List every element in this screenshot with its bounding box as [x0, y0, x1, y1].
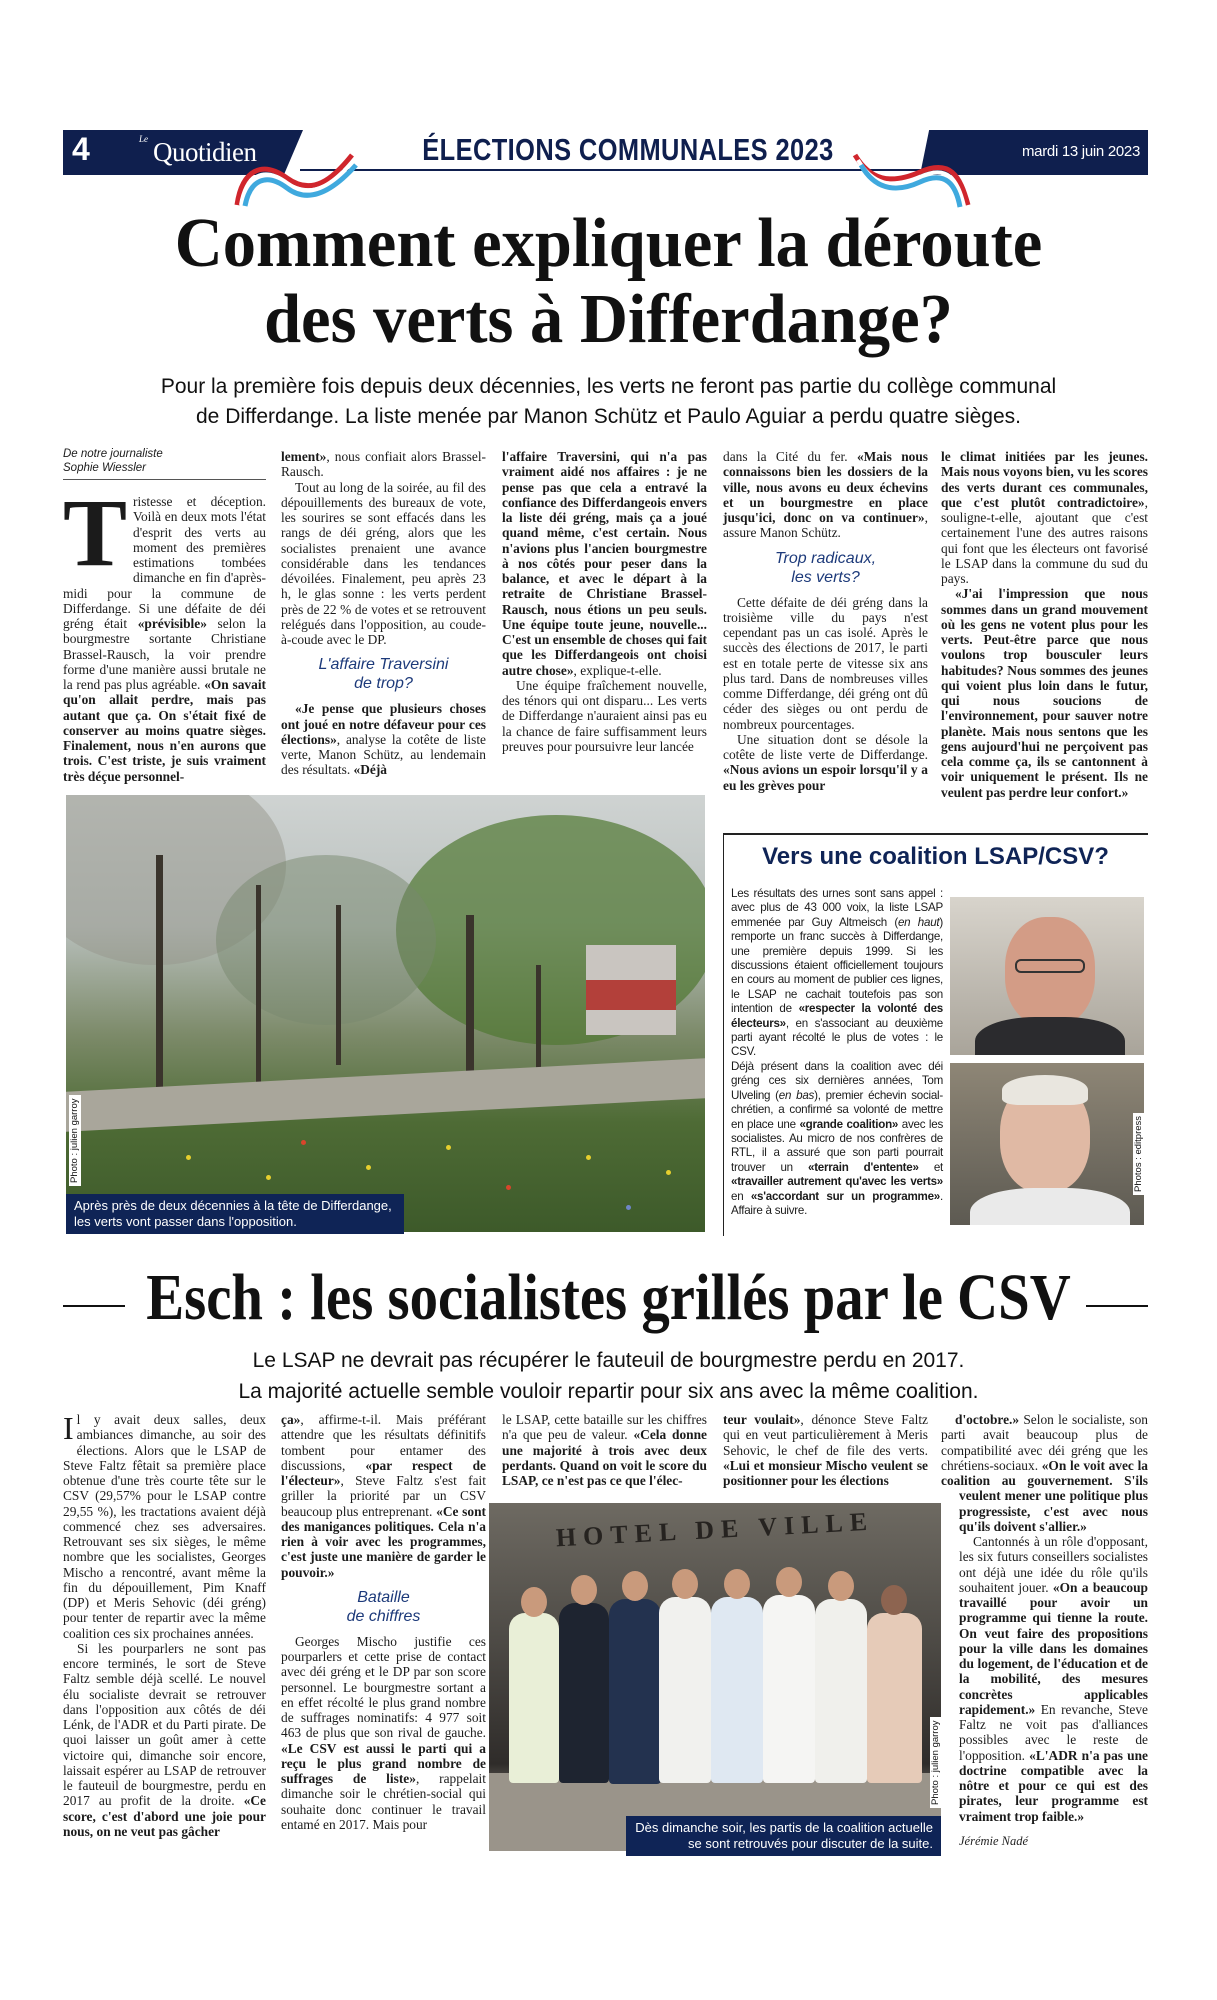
bold-quote: «Cela donne une majorité à trois avec deux perdants. Quand on voit le score du LSAP, ce n'est pas ce que l'élec- — [502, 1427, 707, 1488]
text-run: Les résultats des urnes sont sans appel : avec plus de 43 000 voix, la liste LSAP emmenée par Guy Altmeisch ( — [731, 887, 943, 929]
bold-quote: «L'ADR n'a pas une doctrine compatible avec la nôtre et pour ce qui est des pirates, leur programme est vraiment trop faible.» — [959, 1747, 1148, 1824]
bold-quote: d'octobre.» — [955, 1412, 1020, 1427]
article-column — [281, 449, 486, 778]
sidebar-text — [731, 887, 943, 1218]
photo-credit: Photo : julien garroy — [930, 1718, 942, 1809]
flag-ribbon-left-icon — [232, 150, 362, 210]
subheading-line: Trop radicaux, — [774, 549, 877, 567]
text-run: En revanche, Steve Faltz ne voit pas d'alliances possibles avec le reste de l'opposition. — [959, 1701, 1148, 1763]
paragraph — [941, 586, 1148, 800]
bold-quote: «On a beaucoup travaillé pour avoir un programme qui tienne la route. On veut faire des propositions pour la ville dans les domaines du logement, de l'éducation et de la mobilité, des mesures concrètes applicables rapidement.» — [959, 1579, 1148, 1717]
photo-caption — [626, 1816, 941, 1856]
deck-line: Le LSAP ne devrait pas récupérer le fauteuil de bourgmestre perdu en 2017. — [252, 1349, 965, 1372]
text-run: . Affaire à suivre. — [731, 1189, 943, 1217]
section-title: ÉLECTIONS COMMUNALES 2023 — [422, 132, 834, 167]
bold-quote: l'affaire Traversini, qui n'a pas vraiment aidé nos affaires : je ne pense pas que cela a entravé la confiance des Differdangeois envers la liste déi gréng, mais ça a joué quand même, c'est certain. Nous n'avions plus l'ancien bourgmestre à nos côtés pour peser dans la balance, et avec le départ à la retraite de Christiane Brassel-Rausch, nous étions un peu seuls. Une équipe toute jeune, nouvelle... C'est un ensemble de choses qui fait que les Differdangeois ont choisi autre chose» — [502, 449, 707, 678]
bold-quote: «Ce sont des manigances politiques. Cela n'a rien à voir avec les programmes, c'est juste une manière de garder le pouvoir.» — [281, 1503, 486, 1580]
headline-line: Comment expliquer la déroute — [174, 205, 1043, 282]
text-run: Une situation dont se désole la cotête de liste verte de Differdange. — [723, 731, 928, 762]
bold-quote: lement» — [281, 449, 327, 464]
paragraph — [502, 678, 707, 754]
bold-quote: «On savait qu'on allait perdre, mais pas autant que ça. On s'était fixé de conserver au moins quatre sièges. Finalement, nous n'en aurons que trois. C'est triste, je suis vraiment très déçue personnel- — [63, 677, 266, 784]
article-column — [723, 449, 928, 793]
bold-quote: «Le CSV est aussi le parti qui a reçu le plus grand nombre de suffrages de liste» — [281, 1740, 486, 1786]
text-run: dans la Cité du fer. — [723, 449, 857, 464]
deck-line: de Differdange. La liste menée par Manon Schütz et Paulo Aguiar a perdu quatre sièges. — [196, 405, 1021, 428]
paragraph — [941, 1412, 1148, 1534]
bold-quote: «J'ai l'impression que nous sommes dans un grand mouvement où les gens ne votent plus pour les verts. Peut-être parce que nous voulons trop bousculer leurs habitudes? Nous sommes des jeunes qui voient plus loin dans le futur, qui nous soucions de l'environnement, pour sauver notre planète. Mais nous sentons que les gens aujourd'hui ne perçoivent pas cela comme ça, ils se cantonnent à voir uniquement le présent. Ils ne veulent pas perdre leur confort.» — [941, 586, 1148, 800]
paragraph — [63, 1641, 266, 1839]
paragraph — [281, 449, 486, 480]
sidebar-paragraph — [731, 1060, 943, 1218]
subheading-line: de trop? — [354, 675, 413, 693]
article-column — [502, 1412, 707, 1488]
photo-caption — [66, 1194, 404, 1234]
bold-quote: «Ce score, c'est d'abord une joie pour nous, on ne veut pas gâcher — [63, 1793, 266, 1839]
subheading — [281, 1588, 486, 1626]
text-run: , dénonce Steve Faltz qui en veut particulièrement à Meris Sehovic, le chef de file des verts. — [723, 1412, 928, 1458]
issue-date: mardi 13 juin 2023 — [1021, 143, 1140, 160]
text-run: , nous confiait alors Brassel-Rausch. — [281, 449, 486, 480]
caption-line: se sont retrouvés pour discuter de la suite. — [688, 1836, 933, 1851]
paragraph — [281, 701, 486, 777]
text-run: , analyse la cotête de liste verte, Manon Schütz, au lendemain des résultats. — [281, 731, 486, 778]
article-deck — [0, 1345, 1217, 1407]
text-run: , souligne-t-elle, ajoutant que c'est certainement l'une des autres raisons qui font que les électeurs ont favorisé le LSAP dans la commune du sud du pays. — [941, 494, 1148, 586]
article-headline: Esch : les socialistes grillés par le CSV — [146, 1261, 1071, 1334]
bold-quote: ça» — [281, 1412, 301, 1427]
bold-quote: «Nous avions un espoir lorsqu'il y a eu les grèves pour — [723, 762, 928, 793]
article-column — [723, 1412, 928, 1488]
author-signature: Jérémie Nadé — [959, 1833, 1029, 1848]
caption-line: Dès dimanche soir, les partis de la coalition actuelle — [635, 1820, 933, 1835]
header-rule — [300, 169, 925, 171]
bold-quote: «Lui et monsieur Mischo veulent se positionner pour les élections — [723, 1457, 928, 1488]
drop-cap: T — [63, 479, 128, 586]
text-run: , assure Manon Schütz. — [723, 510, 928, 541]
paragraph — [941, 1534, 1148, 1824]
article-headline — [30, 206, 1186, 358]
building — [586, 945, 676, 1035]
subheading — [723, 549, 928, 587]
drop-cap: I — [63, 1410, 74, 1446]
italic-text: en bas — [778, 1088, 815, 1102]
subheading-line: de chiffres — [346, 1607, 421, 1625]
text-run: , Steve Faltz s'est fait griller la priorité par un CSV beaucoup plus entreprenant. — [281, 1473, 486, 1519]
text-run: en — [731, 1189, 751, 1203]
photo-credit: Photos : editpress — [1133, 1113, 1145, 1195]
article-column — [941, 449, 1148, 800]
paragraph — [723, 732, 928, 793]
text-run: ) remporte un franc succès à Differdange, une première depuis 1999. Si les discussions étaient officiellement toujours en cours au moment de publier ces lignes, le LSAP ne cachait toutefois pas son intention de — [731, 915, 943, 1016]
paragraph — [723, 449, 928, 541]
paragraph — [941, 449, 1148, 586]
newspaper-logo: Quotidien — [153, 137, 257, 167]
tree-canopy — [216, 855, 436, 1025]
bold-quote: le climat initiées par les jeunes. Mais nous voyons bien, vu les scores des verts durant ces communales, que c'est plutôt contradictoire» — [941, 449, 1148, 510]
headline-line: des verts à Differdange? — [264, 281, 953, 358]
paragraph — [723, 1412, 928, 1488]
text-run: ), premier échevin social-chrétien, a confirmé sa volonté de mettre en place une — [731, 1088, 943, 1131]
portrait-tom-ulveling — [950, 1063, 1144, 1225]
paragraph — [723, 595, 928, 732]
paragraph — [63, 479, 267, 784]
town-hall-photo — [489, 1503, 941, 1851]
text-run: Selon le socialiste, son parti avait beaucoup plus de compatibilité avec déi gréng que les chrétiens-sociaux. — [941, 1412, 1148, 1473]
byline — [63, 447, 266, 480]
subheading-line: L'affaire Traversini — [318, 656, 449, 674]
deck-line: Pour la première fois depuis deux décennies, les verts ne feront pas partie du collège communal — [160, 375, 1057, 398]
text-run: et — [918, 1160, 943, 1174]
text-run: Tout au long de la soirée, au fil des dépouillements des bureaux de vote, les sourires se sont effacés dans les rangs de déi gréng, alors que les socialistes prenaient une avance considérable dans les tendances dévoilées. Finalement, peu après 23 h, le glas sonne : les verts perdent près de 22 % de votes et se retrouvent relégués dans l'opposition, au coude-à-coude avec le DP. — [281, 479, 486, 647]
portrait-guy-altmeisch — [950, 897, 1144, 1055]
paragraph — [63, 1412, 266, 1641]
subheading-line: les verts? — [791, 568, 860, 586]
logo-le: Le — [139, 134, 148, 144]
text-run: , affirme-t-il. Mais préférant attendre que les résultats définitifs tombent pour entamer des discussions, — [281, 1412, 486, 1473]
text-run: Cette défaite de déi gréng dans la troisième ville du pays n'est cependant pas un cas isolé. Après le succès des élections de 2017, le parti est en totale perte de vitesse six ans plus tard. Dans de nombreuses villes comme Differdange, déi gréng ont dû céder des sièges ou ont perdu de nombreux pourcentages. — [723, 594, 928, 732]
article-column — [63, 479, 267, 784]
text-run: avec les socialistes. Au micro de nos confrères de RTL, il a assuré que son parti pourrait trouver un — [731, 1117, 944, 1174]
paragraph — [281, 1634, 486, 1832]
paragraph — [281, 1412, 486, 1580]
byline-label: De notre journaliste — [63, 448, 163, 460]
deck-line: La majorité actuelle semble vouloir repartir pour six ans avec la même coalition. — [238, 1380, 979, 1403]
text-run: Une équipe fraîchement nouvelle, des ténors qui ont disparu... Les verts de Differdange n'auraient ainsi pas eu la chance de faire suffisamment leurs preuves pour poursuivre leur lancée — [502, 677, 707, 754]
subheading-line: Bataille — [357, 1588, 410, 1606]
paragraph — [502, 1412, 707, 1488]
byline-author: Sophie Wiessler — [63, 462, 146, 474]
bold-quote: «Je pense que plusieurs choses ont joué en notre défaveur pour ces élections» — [281, 701, 486, 747]
text-run: le LSAP, cette bataille sur les chiffres n'a que peu de valeur. — [502, 1412, 707, 1443]
bold-quote: teur voulait» — [723, 1412, 801, 1427]
text-run: Georges Mischo justifie ces pourparlers et cette prise de contact avec déi gréng et le DP par son score personnel. Le bourgmestre sortant a en effet récolté le plus grand nombre de suffrages nominatifs: 4 977 soit 463 de plus que son rival de gauche. — [281, 1633, 486, 1741]
bold-quote: «travailler autrement qu'avec les verts» — [731, 1175, 943, 1189]
bold-quote: «prévisible» — [137, 616, 207, 631]
bold-quote: «terrain d'entente» — [808, 1160, 919, 1174]
text-run: ristesse et déception. Voilà en deux mots l'état d'esprit des verts au moment des premières estimations tombées dimanche en fin d'après-midi pour la commune de Differdange. Si une défaite de déi gréng était — [63, 494, 266, 631]
subheading — [281, 655, 486, 693]
flag-ribbon-right-icon — [850, 150, 980, 210]
page-number: 4 — [72, 131, 90, 167]
hotel-de-ville-sign: HOTEL DE VILLE — [555, 1506, 875, 1553]
article-column — [502, 449, 707, 754]
italic-text: en haut — [897, 915, 940, 929]
caption-line: les verts vont passer dans l'opposition. — [74, 1214, 297, 1229]
text-run: l y avait deux salles, deux ambiances dimanche, au soir des élections. Alors que le LSAP de Steve Faltz fêtait sa première place obtenue d'une très courte tête sur le CSV (29,57% pour le LSAP contre 29,55 %), les tractations avaient déjà commencé chez ses adversaires. Retrouvant ses six sièges, le même nombre que les socialistes, Georges Mischo a rencontré, avant même la fin du dépouillement, Pim Knaff (DP) et Meris Sehovic (déi gréng) pour tenter de repartir avec la même coalition ces six prochaines années. — [63, 1412, 266, 1641]
bold-quote: «Déjà — [353, 762, 387, 778]
text-run: , explique-t-elle. — [573, 662, 662, 678]
bold-quote: «par respect de l'électeur» — [281, 1457, 486, 1488]
bold-quote: «On le voit avec la coalition au gouvernement. S'ils veulent mener une politique plus progressiste, c'est avec nous qu'ils doivent s'allier.» — [941, 1457, 1148, 1534]
text-run: , en s'associant au deuxième parti ayant récolté le plus de votes : le CSV. — [731, 1016, 943, 1059]
article-column — [63, 1412, 266, 1839]
paragraph — [281, 480, 486, 648]
photo-credit: Photo : julien garroy — [69, 1096, 81, 1187]
bold-quote: «Mais nous connaissons bien les dossiers de la ville, nous avons eu deux échevins et un bourgmestre en place jusqu'ici, donc on va continuer» — [723, 449, 929, 525]
text-run: Déjà présent dans la coalition avec déi gréng ces six dernières années, Tom Ulveling ( — [731, 1059, 943, 1102]
text-run: , rappelait dimanche soir le chrétien-social qui souhaite donc continuer le travail entamé en 2017. Mais pour — [281, 1771, 486, 1832]
text-run: Si les pourparlers ne sont pas encore terminés, le sort de Steve Faltz semble déjà scellé. Le nouvel élu socialiste devrait se retrouver dans l'opposition aux côtés de déi Lénk, de l'ADR et du Parti pirate. De quoi laisser un goût amer à cette victoire qui, dimanche soir encore, laissait espérer au LSAP de retrouver le fauteuil de bourgmestre, perdu en 2017 au profit de la droite. — [63, 1640, 266, 1809]
bold-quote: «grande coalition» — [799, 1117, 899, 1131]
bold-quote: «s'accordant sur un programme» — [750, 1189, 940, 1203]
article-column — [281, 1412, 486, 1832]
bold-quote: «respecter la volonté des électeurs» — [731, 1002, 943, 1030]
caption-line: Après près de deux décennies à la tête de Differdange, — [74, 1198, 392, 1213]
text-run: Cantonnés à un rôle d'opposant, les six futurs conseillers socialistes ont déjà une idée du rôle qu'ils souhaitent jouer. — [959, 1534, 1148, 1595]
text-run: selon la bourgmestre sortante Christiane Brassel-Rausch, la voir prendre forme d'une manière aussi brutale ne la rend pas plus agréable. — [63, 616, 267, 692]
article-column — [941, 1412, 1148, 1910]
park-photo — [66, 795, 705, 1232]
article-deck — [0, 372, 1217, 432]
paragraph — [502, 449, 707, 678]
sidebar-title: Vers une coalition LSAP/CSV? — [762, 843, 1109, 870]
sidebar-paragraph — [731, 887, 943, 1060]
